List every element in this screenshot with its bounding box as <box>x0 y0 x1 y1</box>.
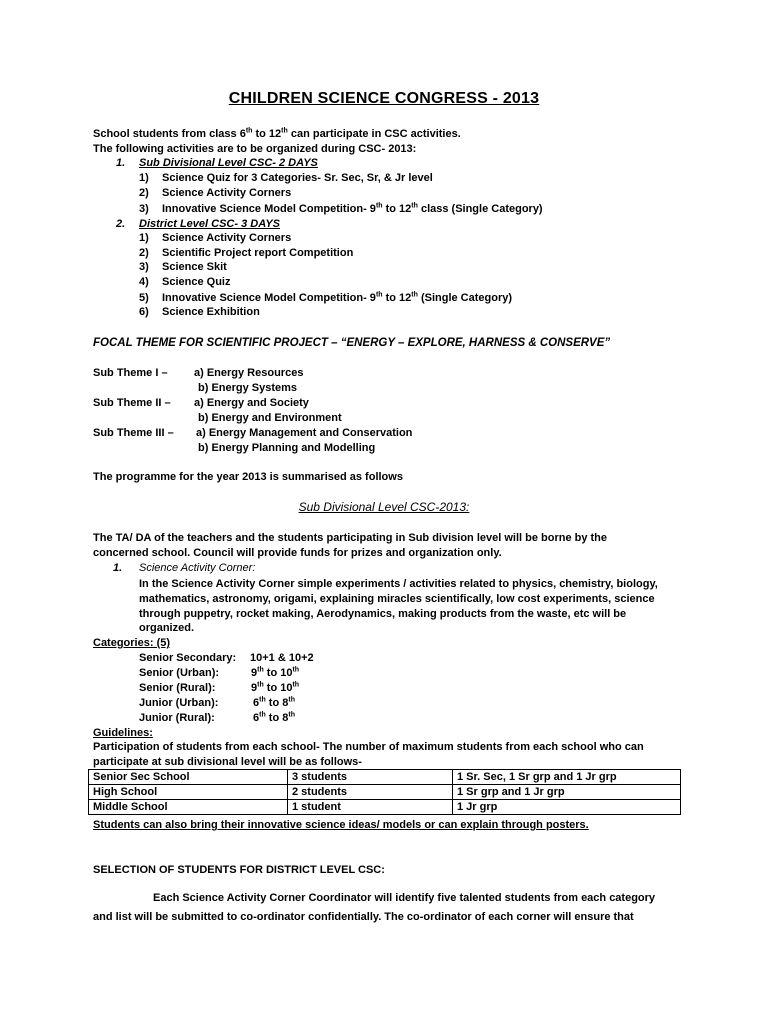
corner-number: 1. <box>113 562 123 574</box>
list-item-number: 6) <box>139 306 149 318</box>
intro-line-1: School students from class 6th to 12th can participate in CSC activities. <box>93 127 461 140</box>
corner-text-line: through puppetry, rocket making, Aerodynamics, making products from the waste, etc will be <box>139 608 627 620</box>
list-item: Science Quiz <box>162 276 231 288</box>
table-cell: 2 students <box>288 785 453 800</box>
sub-theme-item: b) Energy Planning and Modelling <box>198 442 376 454</box>
sub-divisional-number: 1. <box>116 157 126 169</box>
category-range: 9th to 10th <box>251 666 300 679</box>
table-row <box>89 785 681 800</box>
category-name: Junior (Urban): <box>139 697 219 709</box>
sub-theme-label: Sub Theme III – <box>93 427 174 439</box>
list-item-number: 1) <box>139 232 149 244</box>
table-row <box>89 800 681 815</box>
categories-heading: Categories: (5) <box>93 637 171 649</box>
table-cell: 1 Sr grp and 1 Jr grp <box>453 785 681 800</box>
category-name: Senior (Urban): <box>139 667 220 679</box>
sub-theme-item: a) Energy Management and Conservation <box>196 427 413 439</box>
list-item-number: 2) <box>139 187 149 199</box>
category-range: 9th to 10th <box>251 681 300 694</box>
corner-text-line: mathematics, astronomy, origami, explaining miracles scientifically, low cost experiments, science <box>139 593 655 605</box>
category-range: 6th to 8th <box>253 711 295 724</box>
list-item: Scientific Project report Competition <box>162 247 354 259</box>
guidelines-line: participate at sub divisional level will be as follows- <box>93 756 362 768</box>
list-item: Science Skit <box>162 261 227 273</box>
list-item: Science Quiz for 3 Categories- Sr. Sec, Sr, & Jr level <box>162 172 433 184</box>
selection-line: Each Science Activity Corner Coordinator will identify five talented students from each category <box>153 892 656 904</box>
section-heading: Sub Divisional Level CSC-2013: <box>298 500 470 514</box>
list-item-number: 3) <box>139 261 149 273</box>
table-note: Students can also bring their innovative science ideas/ models or can explain through posters. <box>93 819 589 831</box>
table-cell: 3 students <box>288 770 453 785</box>
paragraph-line: The TA/ DA of the teachers and the students participating in Sub division level will be borne by the <box>93 532 608 544</box>
table-cell: 1 Jr grp <box>453 800 681 815</box>
category-range: 6th to 8th <box>253 696 295 709</box>
programme-summary: The programme for the year 2013 is summarised as follows <box>93 471 403 483</box>
category-range: 10+1 & 10+2 <box>250 652 314 664</box>
list-item: Science Activity Corners <box>162 232 292 244</box>
sub-theme-item: a) Energy and Society <box>194 397 309 409</box>
sub-theme-item: b) Energy and Environment <box>198 412 342 424</box>
list-item-number: 2) <box>139 247 149 259</box>
intro-line-2: The following activities are to be organized during CSC- 2013: <box>93 143 417 155</box>
table-cell: High School <box>89 785 288 800</box>
participation-table <box>88 769 681 815</box>
sub-theme-label: Sub Theme I – <box>93 367 168 379</box>
category-name: Senior Secondary: <box>139 652 237 664</box>
list-item-number: 1) <box>139 172 149 184</box>
sub-divisional-heading: Sub Divisional Level CSC- 2 DAYS <box>139 157 318 169</box>
sub-theme-item: b) Energy Systems <box>198 382 298 394</box>
guidelines-heading: Guidelines: <box>93 727 153 739</box>
table-cell: Middle School <box>89 800 288 815</box>
list-item-number: 4) <box>139 276 149 288</box>
list-item: Science Activity Corners <box>162 187 292 199</box>
guidelines-line: Participation of students from each school- The number of maximum students from each school who can <box>93 741 644 753</box>
paragraph-line: concerned school. Council will provide funds for prizes and organization only. <box>93 547 502 559</box>
table-cell: Senior Sec School <box>89 770 288 785</box>
sub-theme-label: Sub Theme II – <box>93 397 171 409</box>
list-item-number: 5) <box>139 292 149 304</box>
corner-text-line: In the Science Activity Corner simple experiments / activities related to physics, chemistry, biology, <box>139 578 658 590</box>
corner-heading: Science Activity Corner: <box>139 562 256 574</box>
corner-text-line: organized. <box>139 622 195 634</box>
list-item: Innovative Science Model Competition- 9th to 12th (Single Category) <box>162 291 513 304</box>
list-item: Innovative Science Model Competition- 9th to 12th class (Single Category) <box>162 202 543 215</box>
table-cell: 1 student <box>288 800 453 815</box>
category-name: Junior (Rural): <box>139 712 215 724</box>
document-title: CHILDREN SCIENCE CONGRESS - 2013 <box>228 90 540 107</box>
table-row <box>89 770 681 785</box>
list-item-number: 3) <box>139 203 149 215</box>
district-number: 2. <box>116 218 126 230</box>
category-name: Senior (Rural): <box>139 682 216 694</box>
table-cell: 1 Sr. Sec, 1 Sr grp and 1 Jr grp <box>453 770 681 785</box>
list-item: Science Exhibition <box>162 306 260 318</box>
selection-heading: SELECTION OF STUDENTS FOR DISTRICT LEVEL CSC: <box>93 864 385 876</box>
focal-theme: FOCAL THEME FOR SCIENTIFIC PROJECT – “ENERGY – EXPLORE, HARNESS & CONSERVE” <box>93 337 611 349</box>
district-heading: District Level CSC- 3 DAYS <box>139 218 281 230</box>
selection-line: and list will be submitted to co-ordinator confidentially. The co-ordinator of each corner will ensure that <box>93 911 634 923</box>
sub-theme-item: a) Energy Resources <box>194 367 304 379</box>
